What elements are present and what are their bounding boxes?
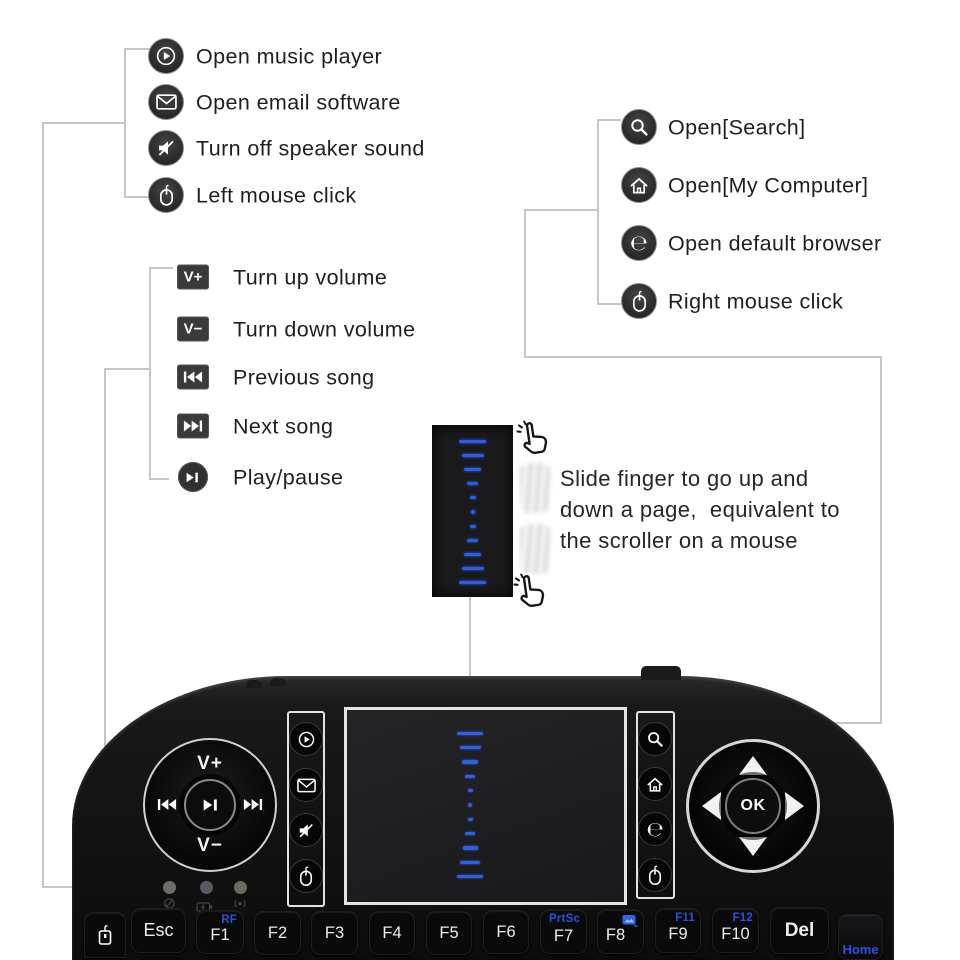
annotation-label: Turn down volume — [233, 317, 416, 342]
annotation-label: Turn up volume — [233, 265, 388, 290]
connector-line — [149, 478, 169, 480]
annotation-label: Play/pause — [233, 465, 344, 490]
browser-e-glyph: ℮ — [630, 230, 648, 255]
annotation-label: Right mouse click — [668, 289, 844, 314]
left-mouse-key[interactable] — [289, 859, 323, 893]
mute-key[interactable] — [289, 813, 323, 847]
browser-e-glyph: ℮ — [646, 817, 664, 841]
connector-line — [597, 119, 621, 121]
scroll-note — [560, 463, 840, 556]
mouse-key[interactable] — [84, 912, 126, 958]
strip-lines — [432, 440, 513, 584]
annotation-label: Open email software — [196, 90, 401, 115]
email-icon — [148, 84, 184, 120]
key-del[interactable]: Del — [770, 907, 829, 954]
key-sublabel: RF — [221, 914, 237, 926]
key-f2[interactable]: F2 — [254, 911, 301, 955]
key-label: F1 — [210, 925, 230, 944]
my-computer-icon — [621, 167, 657, 203]
email-key[interactable] — [289, 768, 323, 802]
connector-line — [124, 48, 150, 50]
prev-song-key[interactable] — [157, 798, 177, 816]
volume-down-key[interactable]: V− — [197, 835, 223, 856]
key-label: F9 — [668, 925, 688, 943]
search-icon — [621, 109, 657, 145]
annotation-label: Previous song — [233, 365, 375, 390]
connector-line — [524, 209, 599, 211]
arrow-up-key[interactable] — [739, 756, 767, 775]
volume-up-badge: V+ — [177, 265, 209, 290]
arrow-left-key[interactable] — [702, 792, 721, 820]
left-mouse-icon — [148, 177, 184, 213]
annotation-label: Turn off speaker sound — [196, 136, 425, 161]
swipe-hand-blur — [520, 524, 550, 574]
right-mouse-key[interactable] — [638, 858, 672, 892]
key-label: F10 — [721, 925, 750, 943]
my-computer-key[interactable] — [638, 767, 672, 801]
scroll-note-line: down a page, equivalent to — [560, 497, 840, 522]
connector-line — [42, 122, 126, 124]
annotation-label: Open default browser — [668, 231, 882, 256]
key-label: F8 — [605, 926, 626, 944]
annotation-label: Open music player — [196, 44, 383, 69]
key-f9[interactable] — [655, 908, 701, 953]
next-song-icon — [177, 414, 209, 439]
right-mouse-icon — [621, 283, 657, 319]
annotation-label: Open[Search] — [668, 115, 806, 140]
key-f7[interactable] — [540, 909, 587, 954]
key-label: F7 — [553, 927, 574, 945]
key-sublabel: F12 — [732, 912, 753, 924]
status-led — [234, 881, 247, 894]
touchpad-lines — [345, 732, 595, 878]
search-key[interactable] — [638, 722, 672, 756]
key-f8[interactable] — [597, 909, 644, 954]
connector-line — [524, 209, 526, 358]
music-player-key[interactable] — [289, 722, 323, 756]
volume-down-badge: V− — [177, 317, 209, 342]
screenshot-icon — [622, 914, 640, 933]
status-led — [163, 881, 176, 894]
scroll-note-line: the scroller on a mouse — [560, 528, 798, 553]
connector-line — [149, 267, 151, 480]
connector-line — [597, 303, 621, 305]
connector-line — [104, 368, 151, 370]
annotation-label: Open[My Computer] — [668, 173, 869, 198]
key-f1[interactable] — [196, 910, 244, 954]
status-led — [200, 881, 213, 894]
connector-line — [42, 122, 44, 888]
play-pause-icon — [178, 462, 208, 492]
key-f6[interactable]: F6 — [483, 910, 529, 954]
key-esc[interactable]: Esc — [131, 908, 186, 953]
annotation-label: Left mouse click — [196, 183, 357, 208]
prev-song-icon — [177, 365, 209, 390]
play-pause-key[interactable] — [184, 779, 236, 831]
browser-icon — [621, 225, 657, 261]
browser-key[interactable] — [638, 812, 672, 846]
key-sublabel: PrtSc — [549, 913, 581, 925]
top-edge-notch — [246, 680, 262, 688]
home-key-label: Home — [842, 942, 879, 957]
key-f3[interactable]: F3 — [311, 911, 358, 955]
volume-up-key[interactable]: V+ — [197, 753, 223, 774]
swipe-hand-blur — [520, 463, 550, 513]
key-home[interactable] — [838, 914, 883, 960]
key-f10[interactable] — [712, 908, 759, 953]
key-sublabel: F11 — [675, 912, 695, 924]
annotation-label: Next song — [233, 414, 334, 439]
arrow-right-key[interactable] — [785, 792, 804, 820]
connector-line — [597, 119, 599, 305]
connector-line — [880, 356, 882, 724]
tap-hand-icon — [511, 570, 555, 618]
key-f5[interactable]: F5 — [426, 911, 472, 955]
tap-hand-icon — [514, 417, 558, 465]
top-edge-notch — [270, 678, 286, 686]
key-f4[interactable]: F4 — [369, 911, 415, 955]
ok-key[interactable]: OK — [725, 778, 781, 834]
connector-line — [524, 356, 882, 358]
next-song-key[interactable] — [243, 798, 263, 816]
music-player-icon — [148, 38, 184, 74]
scroll-note-line: Slide finger to go up and — [560, 466, 809, 491]
arrow-down-key[interactable] — [739, 837, 767, 856]
mute-speaker-icon — [148, 130, 184, 166]
connector-line — [149, 267, 173, 269]
power-button[interactable] — [641, 666, 681, 680]
